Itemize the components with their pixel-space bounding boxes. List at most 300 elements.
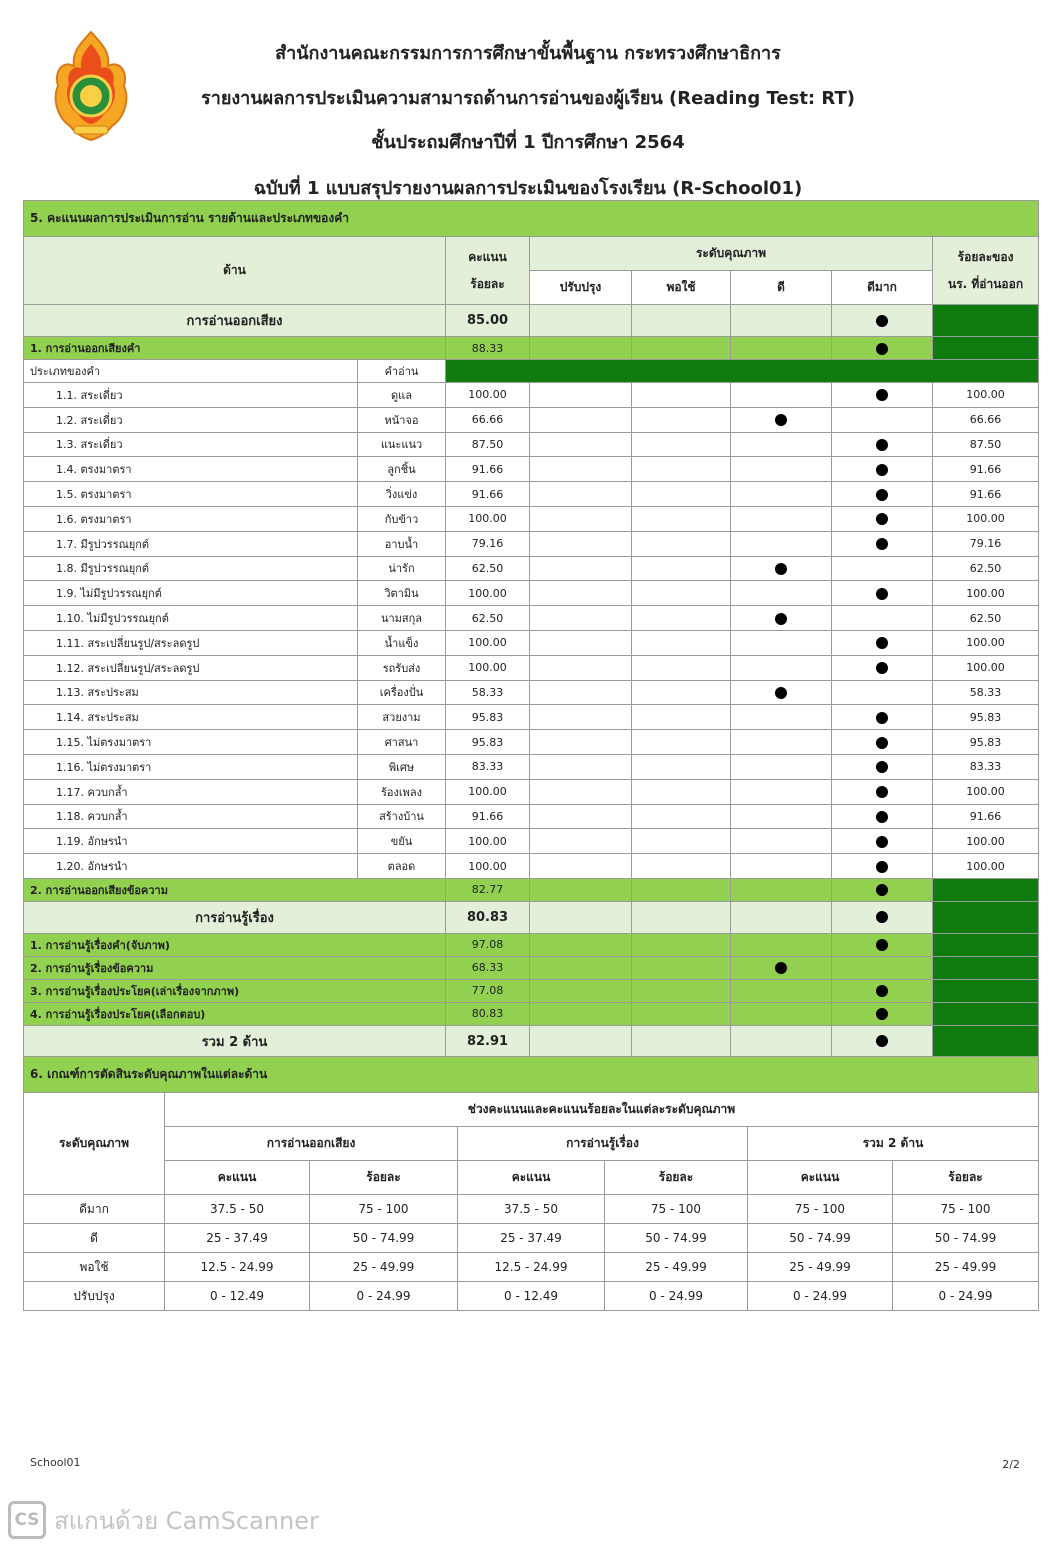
criteria-range: 0 - 24.99: [310, 1282, 458, 1311]
header-report-title: รายงานผลการประเมินความสามารถด้านการอ่านของผู้เรียน (Reading Test: RT): [201, 88, 855, 109]
s6-sub-pct: ร้อยละ: [310, 1161, 458, 1195]
word-text: ศาสนา: [358, 730, 446, 755]
quality-level-cell: [731, 680, 832, 705]
quality-level-cell: [731, 779, 832, 804]
quality-level-cell: [731, 630, 832, 655]
word-score: 87.50: [446, 432, 530, 457]
word-text: น้ำแข็ง: [358, 630, 446, 655]
level-marker-dot: [876, 985, 888, 997]
summary-label: 1. การอ่านรู้เรื่องคำ(จับภาพ): [24, 933, 446, 956]
summary-score: 82.77: [446, 878, 530, 901]
word-row: [24, 606, 1039, 631]
level-marker-dot: [876, 513, 888, 525]
word-row: [24, 407, 1039, 432]
quality-level-cell: [530, 779, 632, 804]
level-header-excellent: ดีมาก: [832, 271, 933, 305]
word-score: 100.00: [446, 383, 530, 408]
word-row: [24, 655, 1039, 680]
quality-level-cell: [832, 383, 933, 408]
quality-level-cell: [632, 804, 731, 829]
quality-level-cell: [530, 383, 632, 408]
quality-level-cell: [731, 407, 832, 432]
word-row: [24, 531, 1039, 556]
word-type: 1.15. ไม่ตรงมาตรา: [24, 730, 358, 755]
quality-level-cell: [832, 581, 933, 606]
word-text: นามสกุล: [358, 606, 446, 631]
level-marker-dot: [876, 786, 888, 798]
summary-row: [24, 979, 1039, 1002]
word-pct: 62.50: [933, 556, 1039, 581]
level-marker-dot: [876, 939, 888, 951]
word-row: [24, 432, 1039, 457]
quality-level-cell: [731, 878, 832, 901]
level-marker-dot: [876, 737, 888, 749]
section5-title: 5. คะแนนผลการประเมินการอ่าน รายด้านและประเภทของคำ: [24, 201, 1039, 237]
quality-level-cell: [731, 606, 832, 631]
quality-level-cell: [632, 854, 731, 879]
word-score: 100.00: [446, 630, 530, 655]
quality-level-cell: [632, 337, 731, 360]
level-marker-dot: [775, 687, 787, 699]
level-marker-dot: [876, 861, 888, 873]
s6-group-comp: การอ่านรู้เรื่อง: [458, 1127, 748, 1161]
quality-level-cell: [832, 854, 933, 879]
quality-level-cell: [832, 655, 933, 680]
word-type: 1.1. สระเดี่ยว: [24, 383, 358, 408]
criteria-range: 0 - 24.99: [605, 1282, 748, 1311]
quality-level-cell: [530, 804, 632, 829]
word-type: 1.17. ควบกล้ำ: [24, 779, 358, 804]
camscanner-text: สแกนด้วย CamScanner: [54, 1506, 319, 1535]
quality-level-cell: [832, 1002, 933, 1025]
word-row: [24, 854, 1039, 879]
summary-score: 82.91: [446, 1025, 530, 1057]
header-office: สำนักงานคณะกรรมการการศึกษาขั้นพื้นฐาน กระทรวงศึกษาธิการ: [275, 43, 781, 64]
summary-pct-cell: [933, 956, 1039, 979]
word-row: [24, 730, 1039, 755]
criteria-range: 12.5 - 24.99: [458, 1253, 605, 1282]
quality-level-cell: [731, 979, 832, 1002]
quality-level-cell: [832, 878, 933, 901]
criteria-range: 25 - 49.99: [893, 1253, 1039, 1282]
quality-level-cell: [632, 407, 731, 432]
col-quality-header: ระดับคุณภาพ: [530, 237, 933, 271]
footer-page-number: 2/2: [1002, 1458, 1020, 1471]
word-text: เครื่องปั่น: [358, 680, 446, 705]
quality-level-cell: [832, 901, 933, 933]
criteria-range: 0 - 12.49: [458, 1282, 605, 1311]
level-marker-dot: [876, 588, 888, 600]
level-marker-dot: [876, 911, 888, 923]
criteria-range: 75 - 100: [310, 1195, 458, 1224]
level-marker-dot: [876, 439, 888, 451]
quality-level-cell: [632, 705, 731, 730]
level-marker-dot: [876, 1008, 888, 1020]
word-type: 1.8. มีรูปวรรณยุกต์: [24, 556, 358, 581]
quality-level-cell: [832, 432, 933, 457]
quality-level-cell: [530, 407, 632, 432]
quality-level-cell: [731, 933, 832, 956]
quality-level-cell: [731, 556, 832, 581]
word-pct: 95.83: [933, 730, 1039, 755]
quality-level-cell: [731, 901, 832, 933]
quality-level-cell: [530, 531, 632, 556]
s6-col-quality: ระดับคุณภาพ: [24, 1093, 165, 1195]
criteria-row: [24, 1253, 1039, 1282]
word-row: [24, 581, 1039, 606]
criteria-row: [24, 1224, 1039, 1253]
word-score: 62.50: [446, 556, 530, 581]
word-text: ตลอด: [358, 854, 446, 879]
criteria-range: 75 - 100: [748, 1195, 893, 1224]
word-text: ร้องเพลง: [358, 779, 446, 804]
quality-level-cell: [832, 305, 933, 337]
word-text: วิ่งแข่ง: [358, 482, 446, 507]
word-score: 62.50: [446, 606, 530, 631]
quality-level-cell: [731, 754, 832, 779]
word-text: วิตามิน: [358, 581, 446, 606]
word-type: 1.13. สระประสม: [24, 680, 358, 705]
quality-level-cell: [632, 730, 731, 755]
word-row: [24, 482, 1039, 507]
word-row: [24, 630, 1039, 655]
word-score: 100.00: [446, 829, 530, 854]
level-marker-dot: [876, 464, 888, 476]
word-text: พิเศษ: [358, 754, 446, 779]
s6-sub-pct: ร้อยละ: [605, 1161, 748, 1195]
quality-level-cell: [832, 979, 933, 1002]
criteria-level: ดีมาก: [24, 1195, 165, 1224]
word-pct: 100.00: [933, 829, 1039, 854]
level-marker-dot: [876, 315, 888, 327]
quality-level-cell: [832, 457, 933, 482]
word-score: 91.66: [446, 482, 530, 507]
subheader-fill: [446, 360, 1039, 383]
word-row: [24, 680, 1039, 705]
quality-level-cell: [832, 337, 933, 360]
summary-pct-cell: [933, 878, 1039, 901]
col-score-line2: ร้อยละ: [470, 276, 505, 291]
col-pct-header: [933, 237, 1039, 305]
word-row: [24, 829, 1039, 854]
level-header-fair: พอใช้: [632, 271, 731, 305]
summary-pct-cell: [933, 901, 1039, 933]
summary-label: 1. การอ่านออกเสียงคำ: [24, 337, 446, 360]
summary-label: การอ่านออกเสียง: [24, 305, 446, 337]
summary-label: 2. การอ่านออกเสียงข้อความ: [24, 878, 446, 901]
word-pct: 87.50: [933, 432, 1039, 457]
quality-level-cell: [632, 655, 731, 680]
criteria-level: พอใช้: [24, 1253, 165, 1282]
quality-level-cell: [530, 705, 632, 730]
word-type: 1.18. ควบกล้ำ: [24, 804, 358, 829]
word-type: 1.12. สระเปลี่ยนรูป/สระลดรูป: [24, 655, 358, 680]
quality-level-cell: [731, 432, 832, 457]
criteria-row: [24, 1282, 1039, 1311]
quality-level-cell: [632, 754, 731, 779]
word-row: [24, 754, 1039, 779]
word-text: รถรับส่ง: [358, 655, 446, 680]
quality-level-cell: [832, 705, 933, 730]
word-row: [24, 804, 1039, 829]
quality-level-cell: [731, 1002, 832, 1025]
quality-level-cell: [530, 901, 632, 933]
word-type: 1.9. ไม่มีรูปวรรณยุกต์: [24, 581, 358, 606]
criteria-range: 50 - 74.99: [310, 1224, 458, 1253]
word-text: ลูกชิ้น: [358, 457, 446, 482]
quality-level-cell: [530, 506, 632, 531]
summary-score: 85.00: [446, 305, 530, 337]
header-issue: ฉบับที่ 1 แบบสรุปรายงานผลการประเมินของโรงเรียน (R-School01): [253, 178, 803, 199]
quality-level-cell: [731, 305, 832, 337]
quality-level-cell: [632, 383, 731, 408]
word-pct: 100.00: [933, 779, 1039, 804]
criteria-range: 0 - 24.99: [748, 1282, 893, 1311]
quality-level-cell: [832, 829, 933, 854]
criteria-range: 37.5 - 50: [165, 1195, 310, 1224]
quality-level-cell: [731, 829, 832, 854]
criteria-range: 25 - 49.99: [310, 1253, 458, 1282]
quality-level-cell: [632, 482, 731, 507]
quality-level-cell: [832, 482, 933, 507]
quality-level-cell: [632, 956, 731, 979]
summary-label: 4. การอ่านรู้เรื่องประโยค(เลือกตอบ): [24, 1002, 446, 1025]
quality-level-cell: [731, 854, 832, 879]
quality-level-cell: [731, 506, 832, 531]
summary-row: [24, 337, 1039, 360]
criteria-range: 0 - 12.49: [165, 1282, 310, 1311]
quality-level-cell: [632, 1002, 731, 1025]
quality-level-cell: [832, 407, 933, 432]
criteria-range: 25 - 37.49: [165, 1224, 310, 1253]
col-area-header: ด้าน: [24, 237, 446, 305]
word-type: 1.7. มีรูปวรรณยุกต์: [24, 531, 358, 556]
quality-level-cell: [731, 1025, 832, 1057]
criteria-range: 37.5 - 50: [458, 1195, 605, 1224]
subheader-type: ประเภทของคำ: [24, 360, 358, 383]
quality-level-cell: [832, 956, 933, 979]
quality-level-cell: [530, 655, 632, 680]
camscanner-logo-icon: CS: [8, 1501, 46, 1539]
quality-level-cell: [530, 1002, 632, 1025]
level-marker-dot: [876, 712, 888, 724]
s6-group-oral: การอ่านออกเสียง: [165, 1127, 458, 1161]
quality-level-cell: [731, 956, 832, 979]
word-score: 100.00: [446, 655, 530, 680]
level-marker-dot: [876, 389, 888, 401]
word-row: [24, 705, 1039, 730]
word-pct: 83.33: [933, 754, 1039, 779]
s6-col-range: ช่วงคะแนนและคะแนนร้อยละในแต่ละระดับคุณภาพ: [165, 1093, 1039, 1127]
summary-label: 2. การอ่านรู้เรื่องข้อความ: [24, 956, 446, 979]
quality-level-cell: [731, 730, 832, 755]
word-text: กับข้าว: [358, 506, 446, 531]
word-text: สวยงาม: [358, 705, 446, 730]
word-pct: 91.66: [933, 457, 1039, 482]
level-header-improve: ปรับปรุง: [530, 271, 632, 305]
criteria-range: 75 - 100: [893, 1195, 1039, 1224]
criteria-range: 0 - 24.99: [893, 1282, 1039, 1311]
level-marker-dot: [876, 761, 888, 773]
criteria-range: 25 - 49.99: [748, 1253, 893, 1282]
word-score: 100.00: [446, 581, 530, 606]
word-score: 100.00: [446, 854, 530, 879]
criteria-range: 50 - 74.99: [748, 1224, 893, 1253]
level-marker-dot: [876, 811, 888, 823]
word-score: 83.33: [446, 754, 530, 779]
footer-school-code: School01: [30, 1456, 81, 1469]
quality-level-cell: [530, 630, 632, 655]
word-score: 100.00: [446, 506, 530, 531]
word-score: 95.83: [446, 730, 530, 755]
quality-level-cell: [832, 804, 933, 829]
quality-level-cell: [632, 531, 731, 556]
word-row: [24, 457, 1039, 482]
word-row: [24, 556, 1039, 581]
criteria-level: ปรับปรุง: [24, 1282, 165, 1311]
quality-level-cell: [731, 581, 832, 606]
s6-sub-score: คะแนน: [748, 1161, 893, 1195]
word-pct: 79.16: [933, 531, 1039, 556]
quality-level-cell: [832, 730, 933, 755]
word-text: แนะแนว: [358, 432, 446, 457]
level-marker-dot: [876, 836, 888, 848]
subheader-word: คำอ่าน: [358, 360, 446, 383]
quality-level-cell: [530, 606, 632, 631]
quality-level-cell: [632, 305, 731, 337]
summary-pct-cell: [933, 933, 1039, 956]
word-row: [24, 383, 1039, 408]
quality-level-cell: [731, 383, 832, 408]
quality-level-cell: [632, 933, 731, 956]
quality-level-cell: [731, 655, 832, 680]
quality-level-cell: [632, 680, 731, 705]
quality-level-cell: [530, 432, 632, 457]
summary-pct-cell: [933, 1002, 1039, 1025]
summary-score: 97.08: [446, 933, 530, 956]
criteria-range: 25 - 37.49: [458, 1224, 605, 1253]
quality-level-cell: [731, 804, 832, 829]
criteria-range: 12.5 - 24.99: [165, 1253, 310, 1282]
word-text: อาบน้ำ: [358, 531, 446, 556]
s6-group-total: รวม 2 ด้าน: [748, 1127, 1039, 1161]
summary-row: [24, 1025, 1039, 1057]
word-type-subheader: [24, 360, 1039, 383]
col-pct-line1: ร้อยละของ: [957, 249, 1014, 264]
summary-row: [24, 933, 1039, 956]
quality-level-cell: [530, 556, 632, 581]
summary-label: 3. การอ่านรู้เรื่องประโยค(เล่าเรื่องจากภาพ): [24, 979, 446, 1002]
word-row: [24, 506, 1039, 531]
word-type: 1.20. อักษรนำ: [24, 854, 358, 879]
summary-score: 68.33: [446, 956, 530, 979]
level-marker-dot: [876, 662, 888, 674]
quality-level-cell: [530, 337, 632, 360]
word-score: 79.16: [446, 531, 530, 556]
criteria-range: 50 - 74.99: [605, 1224, 748, 1253]
quality-level-cell: [832, 556, 933, 581]
criteria-range: 25 - 49.99: [605, 1253, 748, 1282]
word-type: 1.10. ไม่มีรูปวรรณยุกต์: [24, 606, 358, 631]
quality-level-cell: [832, 779, 933, 804]
quality-level-cell: [832, 630, 933, 655]
quality-level-cell: [530, 482, 632, 507]
word-pct: 100.00: [933, 854, 1039, 879]
word-pct: 91.66: [933, 482, 1039, 507]
level-marker-dot: [876, 1035, 888, 1047]
level-marker-dot: [775, 414, 787, 426]
word-score: 58.33: [446, 680, 530, 705]
quality-level-cell: [530, 933, 632, 956]
word-score: 91.66: [446, 457, 530, 482]
quality-level-cell: [530, 305, 632, 337]
camscanner-watermark: [8, 1500, 319, 1540]
summary-row: [24, 878, 1039, 901]
quality-level-cell: [632, 606, 731, 631]
quality-level-cell: [632, 1025, 731, 1057]
quality-level-cell: [632, 556, 731, 581]
quality-level-cell: [632, 779, 731, 804]
quality-level-cell: [832, 506, 933, 531]
word-text: ดูแล: [358, 383, 446, 408]
quality-level-cell: [530, 730, 632, 755]
section5-table: [23, 200, 1039, 1058]
quality-level-cell: [731, 482, 832, 507]
word-text: ขยัน: [358, 829, 446, 854]
word-pct: 100.00: [933, 506, 1039, 531]
header-grade-year: ชั้นประถมศึกษาปีที่ 1 ปีการศึกษา 2564: [371, 132, 685, 153]
word-type: 1.14. สระประสม: [24, 705, 358, 730]
summary-score: 88.33: [446, 337, 530, 360]
quality-level-cell: [530, 680, 632, 705]
quality-level-cell: [731, 705, 832, 730]
summary-pct-cell: [933, 305, 1039, 337]
word-type: 1.4. ตรงมาตรา: [24, 457, 358, 482]
quality-level-cell: [632, 878, 731, 901]
word-pct: 95.83: [933, 705, 1039, 730]
quality-level-cell: [530, 829, 632, 854]
quality-level-cell: [632, 506, 731, 531]
level-marker-dot: [775, 962, 787, 974]
level-marker-dot: [876, 538, 888, 550]
word-type: 1.5. ตรงมาตรา: [24, 482, 358, 507]
quality-level-cell: [530, 754, 632, 779]
summary-score: 80.83: [446, 1002, 530, 1025]
word-pct: 100.00: [933, 655, 1039, 680]
quality-level-cell: [530, 979, 632, 1002]
criteria-range: 75 - 100: [605, 1195, 748, 1224]
criteria-level: ดี: [24, 1224, 165, 1253]
summary-row: [24, 956, 1039, 979]
summary-label: การอ่านรู้เรื่อง: [24, 901, 446, 933]
summary-pct-cell: [933, 979, 1039, 1002]
word-type: 1.16. ไม่ตรงมาตรา: [24, 754, 358, 779]
word-type: 1.2. สระเดี่ยว: [24, 407, 358, 432]
word-pct: 100.00: [933, 630, 1039, 655]
level-marker-dot: [876, 884, 888, 896]
quality-level-cell: [530, 581, 632, 606]
level-marker-dot: [876, 343, 888, 355]
summary-row: [24, 1002, 1039, 1025]
criteria-row: [24, 1195, 1039, 1224]
quality-level-cell: [832, 1025, 933, 1057]
s6-sub-score: คะแนน: [165, 1161, 310, 1195]
quality-level-cell: [832, 933, 933, 956]
level-marker-dot: [876, 489, 888, 501]
quality-level-cell: [832, 754, 933, 779]
quality-level-cell: [632, 979, 731, 1002]
s6-sub-pct: ร้อยละ: [893, 1161, 1039, 1195]
